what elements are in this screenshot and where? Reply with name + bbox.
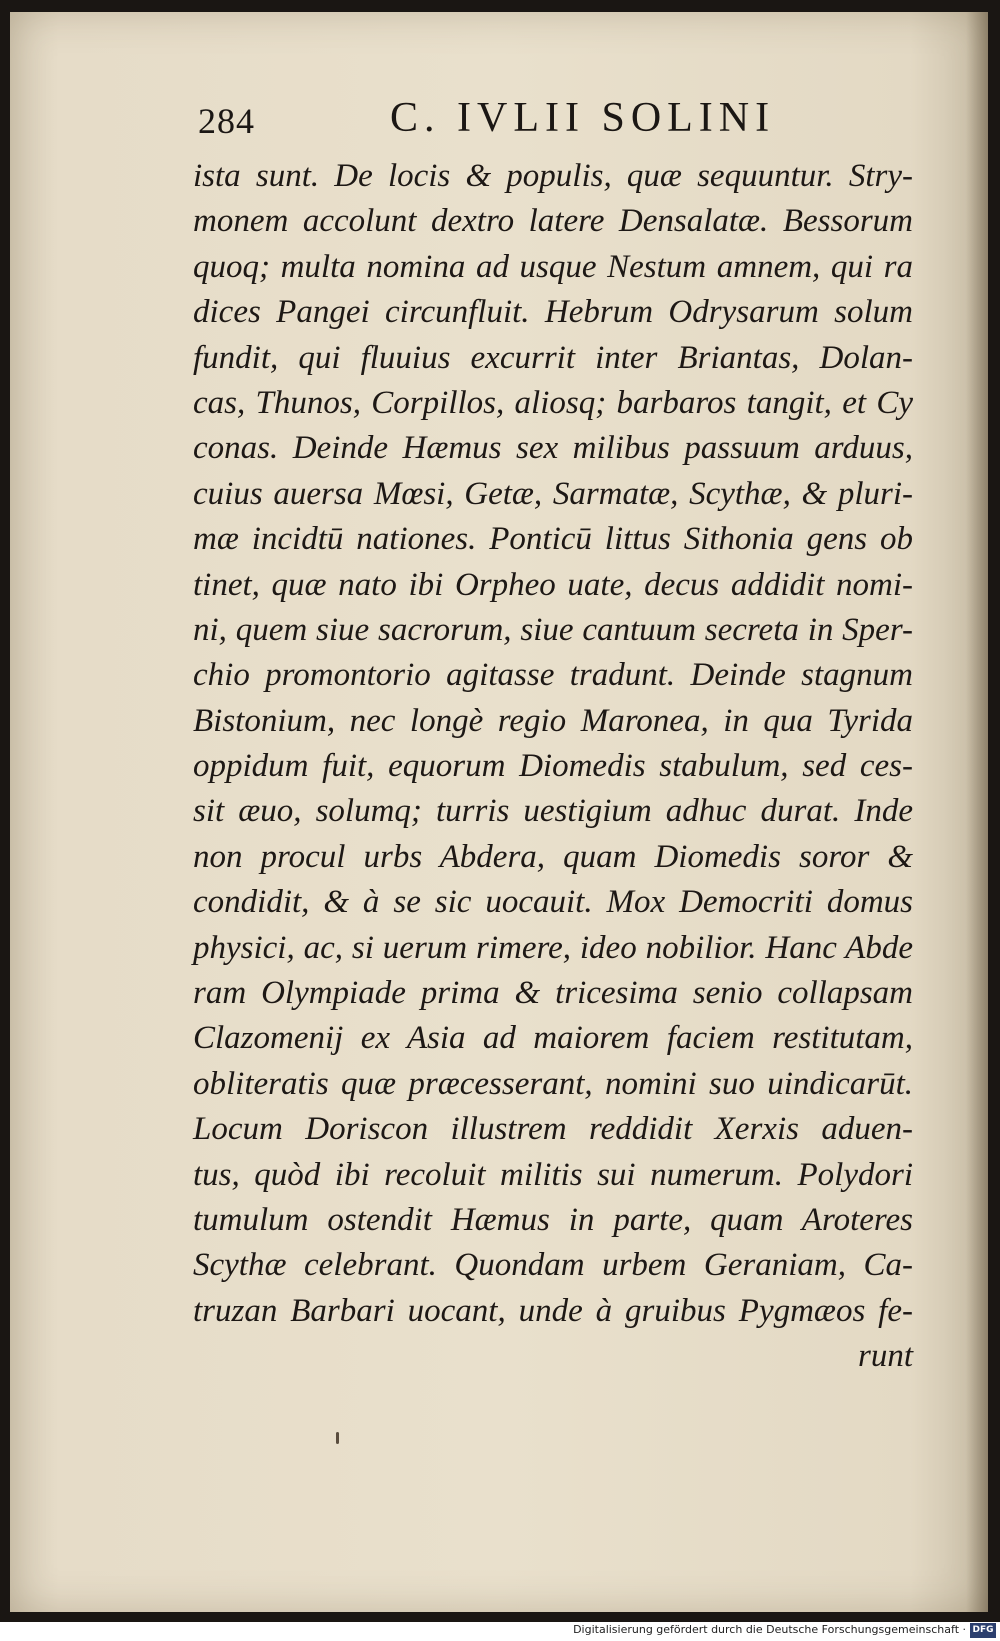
- text-line: ista sunt. De locis & populis, quæ sequuntur. Stry-: [193, 158, 913, 194]
- text-line: oppidum fuit, equorum Diomedis stabulum, sed ces-: [193, 748, 913, 785]
- text-line: sit æuo, solumq; turris uestigium adhuc durat. Inde: [193, 793, 913, 830]
- text-line: Clazomenij ex Asia ad maiorem faciem restitutam,: [193, 1020, 913, 1057]
- text-block: [193, 154, 913, 1380]
- running-title: C. IVLII SOLINI: [390, 95, 776, 141]
- dfg-logo-icon: DFG: [970, 1623, 996, 1638]
- catchword: runt: [857, 1338, 913, 1375]
- page-gutter-shadow: [966, 12, 988, 1612]
- text-line: condidit, & à se sic uocauit. Mox Democriti domus: [193, 884, 913, 921]
- page-number: 284: [198, 101, 255, 141]
- running-head: [190, 94, 800, 154]
- funding-credit: Digitalisierung gefördert durch die Deutsche Forschungsgemeinschaft ·: [573, 1623, 966, 1636]
- text-line: dices Pangei circunfluit. Hebrum Odrysarum solum: [193, 294, 913, 331]
- text-line: physici, ac, si uerum rimere, ideo nobilior. Hanc Abde: [193, 929, 913, 966]
- book-page: [10, 12, 988, 1612]
- text-line: tus, quòd ibi recoluit militis sui numerum. Polydori: [193, 1156, 913, 1193]
- text-line: truzan Barbari uocant, unde à gruibus Pygmæos fe-: [193, 1292, 913, 1329]
- text-line: cuius auersa Mœsi, Getæ, Sarmatæ, Scythæ, & pluri-: [193, 475, 913, 512]
- digitization-footer: [0, 1622, 1000, 1641]
- text-line: Bistonium, nec longè regio Maronea, in qua Tyrida: [193, 702, 913, 739]
- text-line: tinet, quæ nato ibi Orpheo uate, decus addidit nomi-: [193, 566, 913, 603]
- text-line: obliteratis quæ præcesserant, nomini suo uindicarūt.: [193, 1065, 913, 1102]
- text-line: conas. Deinde Hæmus sex milibus passuum arduus,: [193, 430, 913, 467]
- text-line: ni, quem siue sacrorum, siue cantuum secreta in Sper-: [193, 611, 913, 648]
- text-line: fundit, qui fluuius excurrit inter Briantas, Dolan-: [193, 339, 913, 376]
- ink-blemish: [336, 1432, 339, 1444]
- text-line: quoq; multa nomina ad usque Nestum amnem, qui ra: [193, 248, 913, 285]
- text-line: tumulum ostendit Hæmus in parte, quam Aroteres: [193, 1201, 913, 1238]
- text-line: chio promontorio agitasse tradunt. Deinde stagnum: [193, 657, 913, 694]
- text-line: Locum Doriscon illustrem reddidit Xerxis aduen-: [193, 1111, 913, 1148]
- text-line: cas, Thunos, Corpillos, aliosq; barbaros tangit, et Cy: [193, 384, 913, 421]
- text-line: non procul urbs Abdera, quam Diomedis soror &: [193, 838, 913, 875]
- text-line: ram Olympiade prima & tricesima senio collapsam: [193, 975, 913, 1012]
- text-line: Scythæ celebrant. Quondam urbem Geraniam, Ca-: [193, 1247, 913, 1284]
- text-line: monem accolunt dextro latere Densalatæ. Bessorum: [193, 203, 913, 240]
- text-line: mæ incidtū nationes. Ponticū littus Sithonia gens ob: [193, 521, 913, 558]
